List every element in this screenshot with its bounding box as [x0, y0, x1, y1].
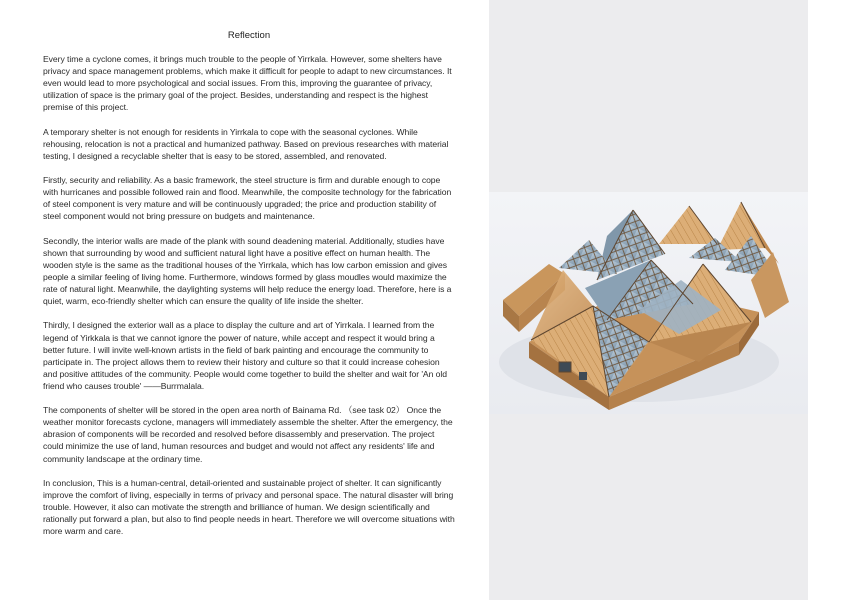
paragraph-intro: Every time a cyclone comes, it brings much trouble to the people of Yirrkala. However, some shelters have privacy and space management problems, which make it difficult for people to adapt to new circumstances. It even would lead to more psychological and social issues. From this, improving the guarantee of privacy, utilization of space is the primary goal of the project. Besides, understanding and respect is the highest premise of this project. — [43, 54, 452, 113]
shelter-render-image — [489, 192, 808, 414]
paragraph-security: Firstly, security and reliability. As a basic framework, the steel structure is firm and durable enough to cope with hurricanes and possible followed rain and flood. Meanwhile, the composite technology for the fabrication of steel component is very mature and will be continuously upgraded; the price and production stability of steel component would not bring pressure on budgets and maintenance. — [43, 175, 452, 222]
reflection-text-column — [43, 30, 455, 550]
paragraph-conclusion: In conclusion, This is a human-central, detail-oriented and sustainable project of shelter. It can significantly improve the comfort of living, especially in terms of privacy and personal space. The natural disaster will bring trouble. However, it also can motivate the strength and brilliance of human. We design scientifically and rationally put forward a plan, but also to find people needs in heart. Therefore we will overcome situations with more warm and care. — [43, 477, 455, 537]
paragraph-shelter: A temporary shelter is not enough for residents in Yirrkala to cope with the seasonal cyclones. While rehousing, relocation is not a practical and humanized pathway. Based on previous researches with material testing, I designed a recyclable shelter that is easy to be stored, assembled, and renovated. — [43, 126, 449, 161]
image-panel — [489, 0, 808, 600]
paragraph-exterior: Thirdly, I designed the exterior wall as a place to display the culture and art of Yirrkala. I learned from the legend of Yirkkala is that we cannot ignore the power of nature, while accept and respect it would bring a better future. I will invite well-known artists in the field of bark painting and encourage the community to participate in. The project allows them to review their history and culture so that it could increase cohesion and positive attitudes of the community. People would come together to build the shelter and wait for 'An old friend who causes trouble' ——Burrmalala. — [43, 320, 447, 391]
paragraph-interior: Secondly, the interior walls are made of the plank with sound deadening material. Additionally, studies have shown that surrounding by wood and sufficient natural light have a positive effect on human health. The wooden style is the same as the traditional houses of the Yirrkala, which has low carbon emission and gives people a similar feeling of living home. Furthermore, windows formed by glass moudles would maximize the rate of natural light. Meanwhile, the daylighting systems will help reduce the energy load. Therefore, here is a quiet, warm, eco-friendly shelter which can ensure the quality of life inside the shelter. — [43, 235, 452, 307]
paragraph-storage: The components of shelter will be stored in the open area north of Bainama Rd. （see task 02） Once the weather monitor forecasts cyclone, managers will immediately assemble the shelter. After the emergency, the abrasion of components will be recorded and resolved before disassembly and preservation. The project could minimize the use of land, human resources and budget and would not affect any residents' life and community landscape at the ordinary time. — [43, 405, 453, 464]
page-title: Reflection — [227, 30, 271, 41]
shelter-render-illustration — [489, 192, 808, 414]
